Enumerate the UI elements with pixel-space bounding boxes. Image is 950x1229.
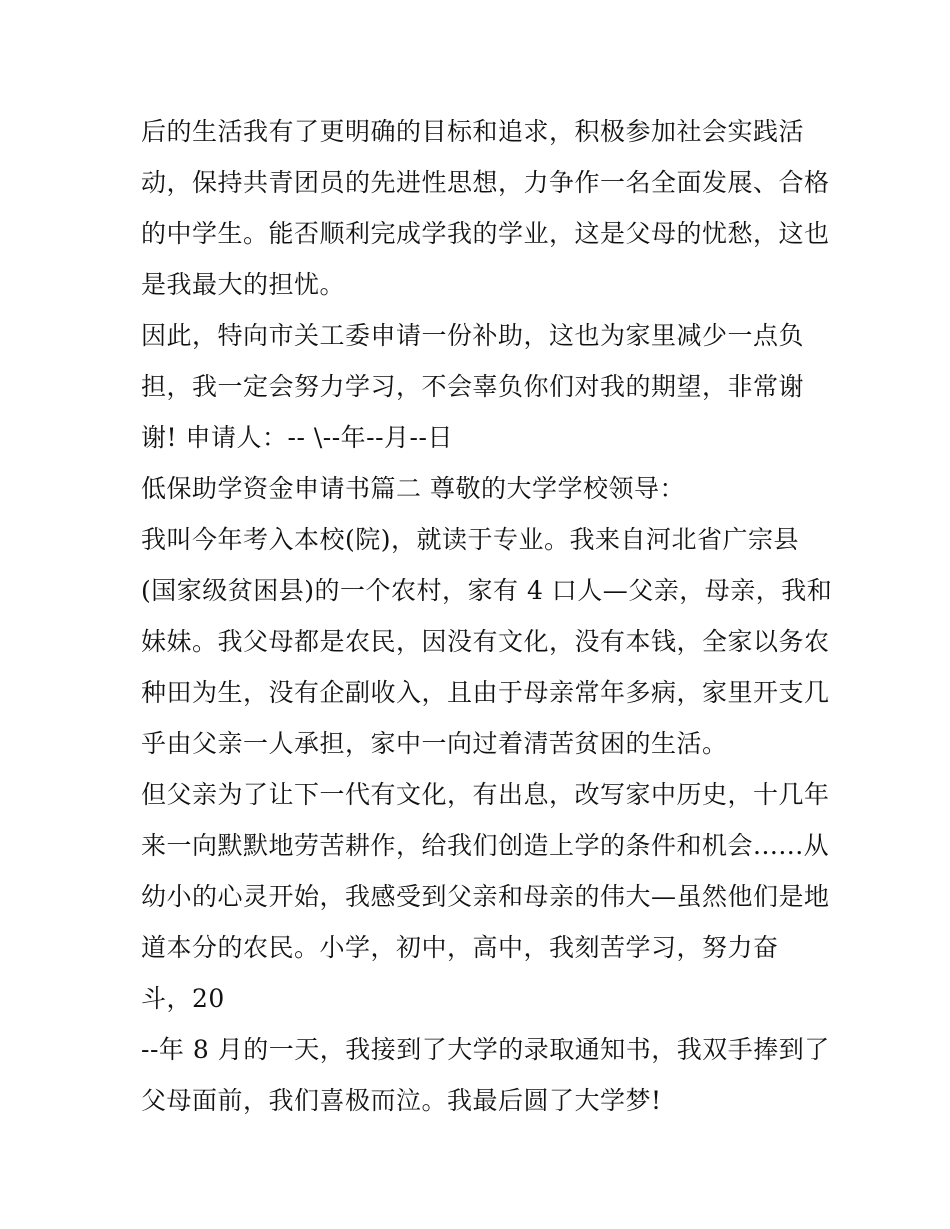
text-line: 的中学生。能否顺利完成学我的学业，这是父母的忧愁，这也 — [141, 219, 830, 248]
section-heading: 低保助学资金申请书篇二 尊敬的大学学校领导： — [141, 474, 685, 503]
text-line: 但父亲为了让下一代有文化，有出息，改写家中历史，十几年 — [141, 780, 830, 809]
text-line: 后的生活我有了更明确的目标和追求，积极参加社会实践活 — [141, 117, 805, 146]
text-line: (国家级贫困县)的一个农村，家有 4 口人—父亲，母亲，我和 — [141, 576, 833, 605]
text-line: 来一向默默地劳苦耕作，给我们创造上学的条件和机会......从 — [141, 831, 830, 860]
document-body — [141, 106, 841, 1126]
text-line: 因此，特向市关工委申请一份补助，这也为家里减少一点负 — [141, 321, 805, 350]
text-line: 我叫今年考入本校(院)，就读于专业。我来自河北省广宗县 — [141, 525, 800, 554]
text-line: 是我最大的担忧。 — [141, 270, 346, 299]
signature-date-line: 谢! 申请人：-- \--年--月--日 — [141, 423, 453, 452]
text-line: 担，我一定会努力学习，不会辜负你们对我的期望，非常谢 — [141, 372, 805, 401]
text-line: 动，保持共青团员的先进性思想，力争作一名全面发展、合格 — [141, 168, 830, 197]
text-line: 种田为生，没有企副收入，且由于母亲常年多病，家里开支几 — [141, 678, 830, 707]
text-line: 妹妹。我父母都是农民，因没有文化，没有本钱，全家以务农 — [141, 627, 830, 656]
text-line: 道本分的农民。小学，初中，高中，我刻苦学习，努力奋 — [141, 933, 779, 962]
text-line: 幼小的心灵开始，我感受到父亲和母亲的伟大—虽然他们是地 — [141, 882, 830, 911]
text-line: 乎由父亲一人承担，家中一向过着清苦贫困的生活。 — [141, 729, 728, 758]
text-line: 父母面前，我们喜极而泣。我最后圆了大学梦! — [141, 1086, 662, 1115]
text-line: --年 8 月的一天，我接到了大学的录取通知书，我双手捧到了 — [141, 1035, 830, 1064]
text-line: 斗，20 — [141, 984, 225, 1013]
